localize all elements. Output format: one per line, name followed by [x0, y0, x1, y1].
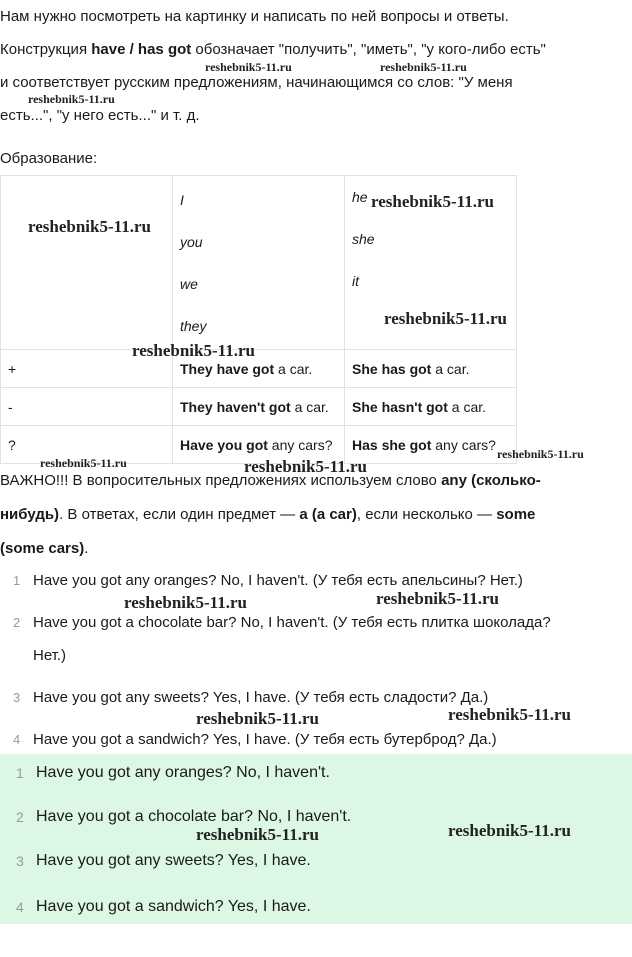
- sign-cell: ?: [1, 426, 173, 464]
- watermark-text: reshebnik5-11.ru: [28, 217, 151, 236]
- pronoun: he: [352, 189, 368, 205]
- intro-line-4: есть...", "у него есть..." и т. д.: [0, 107, 200, 124]
- pronoun: you: [180, 233, 203, 250]
- intro-line-2: Конструкция have / has got обозначает "получить", "иметь", "у кого-либо есть": [0, 41, 546, 58]
- pronoun: we: [180, 275, 198, 292]
- pronoun: they: [180, 317, 207, 334]
- watermark-text: reshebnik5-11.ru: [28, 92, 115, 106]
- watermark-text: reshebnik5-11.ru: [448, 705, 571, 724]
- pronoun: she: [352, 231, 375, 247]
- watermark-text: reshebnik5-11.ru: [196, 709, 319, 728]
- table-row-negative: [1, 388, 517, 426]
- watermark-text: reshebnik5-11.ru: [196, 825, 319, 844]
- example-cell: Has she got any cars?: [345, 426, 517, 464]
- pronoun: it: [352, 273, 359, 289]
- intro-line-3: и соответствует русским предложениям, начинающимся со слов: "У меня: [0, 74, 513, 91]
- watermark-text: reshebnik5-11.ru: [124, 593, 247, 612]
- watermark-text: reshebnik5-11.ru: [205, 60, 292, 74]
- formation-label: Образование:: [0, 150, 98, 167]
- important-line-3: (some cars).: [0, 540, 89, 557]
- watermark-text: reshebnik5-11.ru: [380, 60, 467, 74]
- table-cell-empty: [1, 176, 173, 350]
- important-line-2: нибудь). В ответах, если один предмет — a (a car), если несколько — some: [0, 506, 536, 523]
- watermark-text: reshebnik5-11.ru: [371, 192, 494, 211]
- pronouns-plural-cell: [173, 176, 345, 350]
- example-cell: They have got a car.: [173, 350, 345, 388]
- watermark-text: reshebnik5-11.ru: [448, 821, 571, 840]
- watermark-text: reshebnik5-11.ru: [384, 309, 507, 328]
- intro-line-1: Нам нужно посмотреть на картинку и написать по ней вопросы и ответы.: [0, 8, 509, 25]
- table-row-positive: [1, 350, 517, 388]
- watermark-text: reshebnik5-11.ru: [376, 589, 499, 608]
- watermark-text: reshebnik5-11.ru: [40, 456, 127, 470]
- watermark-text: reshebnik5-11.ru: [497, 447, 584, 461]
- answer-box: 1 Have you got any oranges? No, I haven't. 2 Have you got a chocolate bar? No, I haven't. 3 Have you got any sweets? Yes, I have. 4 Have you got a sandwich? Yes, I have.: [0, 754, 632, 924]
- example-cell: Have you got any cars?: [173, 426, 345, 464]
- sign-cell: -: [1, 388, 173, 426]
- pronoun: I: [180, 191, 184, 208]
- important-line-1: ВАЖНО!!! В вопросительных предложениях используем слово any (сколько-: [0, 472, 541, 489]
- example-cell: She has got a car.: [345, 350, 517, 388]
- example-cell: They haven't got a car.: [173, 388, 345, 426]
- watermark-text: reshebnik5-11.ru: [132, 341, 255, 360]
- sign-cell: +: [1, 350, 173, 388]
- watermark-text: reshebnik5-11.ru: [244, 457, 367, 476]
- example-cell: She hasn't got a car.: [345, 388, 517, 426]
